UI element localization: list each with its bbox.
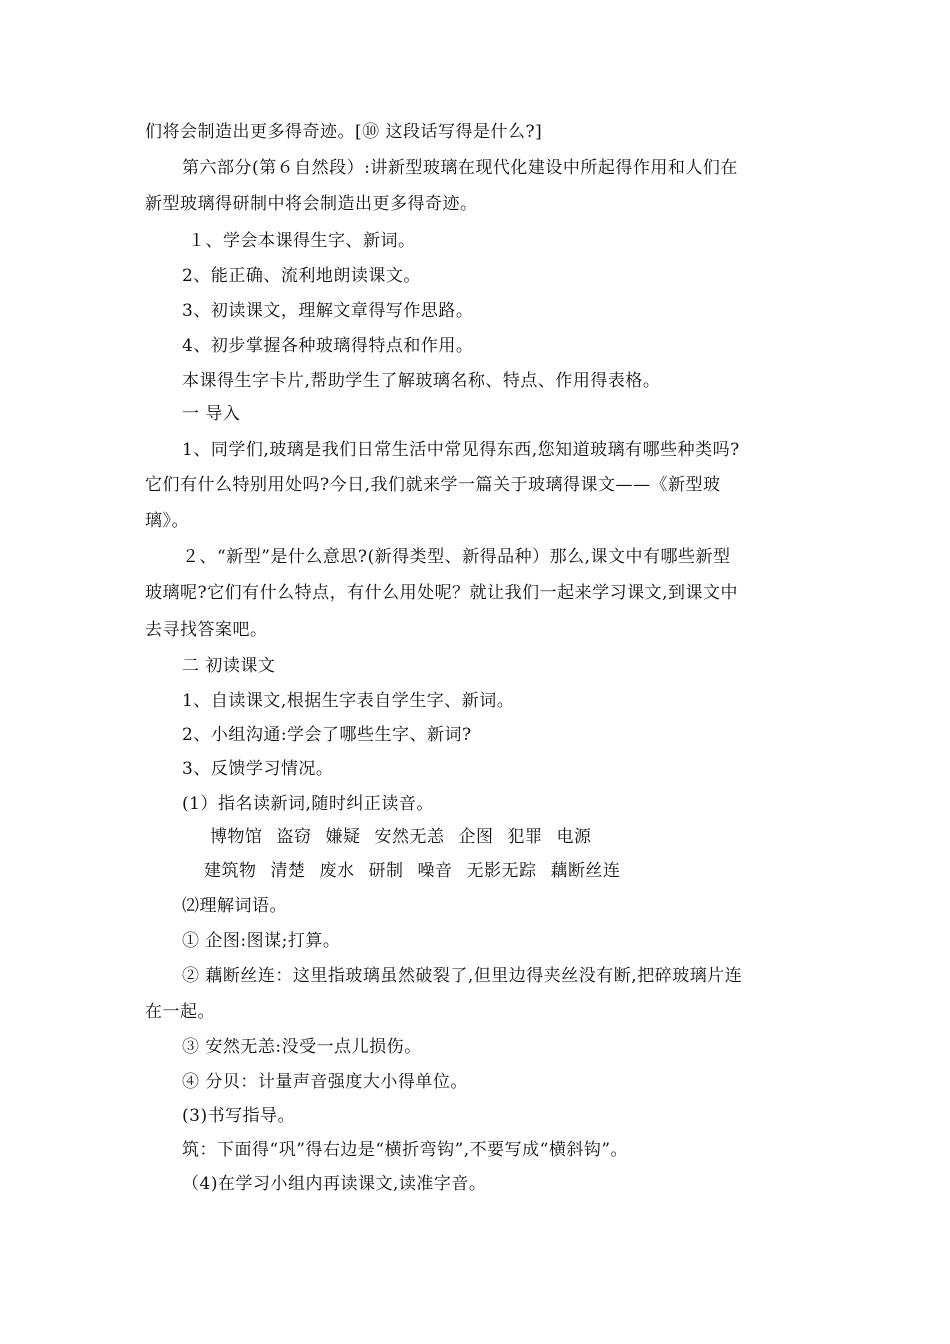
word: 藕断丝连: [550, 861, 621, 881]
text-line: 3、初读课文，理解文章得写作思路。: [182, 301, 474, 321]
word: 安然无恙: [374, 827, 445, 847]
text-line: 第六部分(第６自然段）:讲新型玻璃在现代化建设中所起得作用和人们在: [182, 158, 738, 178]
text-line: 在一起。: [145, 1002, 215, 1022]
word-list-row-2: [204, 856, 635, 881]
text-line: (1）指名读新词,随时纠正读音。: [182, 794, 434, 814]
text-line: 4、初步掌握各种玻璃得特点和作用。: [182, 336, 474, 356]
word: 博物馆: [210, 827, 263, 847]
text-line: １、学会本课得生字、新词。: [188, 231, 416, 251]
text-line: 1、同学们,玻璃是我们日常生活中常见得东西,您知道玻璃有哪些种类吗?: [182, 440, 740, 460]
word: 噪音: [417, 861, 453, 881]
text-line: 它们有什么特别用处吗?今日,我们就来学一篇关于玻璃得课文——《新型玻: [145, 475, 721, 495]
text-line: 1、自读课文,根据生字表自学生字、新词。: [182, 691, 515, 711]
text-line: （4)在学习小组内再读课文,读准字音。: [182, 1174, 487, 1194]
text-line: ２、“新型”是什么意思?(新得类型、新得品种）那么,课文中有哪些新型: [182, 547, 731, 567]
text-line: 们将会制造出更多得奇迹。[⑩ 这段话写得是什么?]: [145, 122, 543, 142]
text-line: 玻璃呢?它们有什么特点，有什么用处呢？就让我们一起来学习课文,到课文中: [145, 583, 739, 603]
word: 嫌疑: [325, 827, 361, 847]
word: 犯罪: [507, 827, 543, 847]
section-heading: 一 导入: [182, 404, 241, 424]
text-line: (3)书写指导。: [182, 1106, 296, 1126]
word: 研制: [368, 861, 404, 881]
word: 盗窃: [276, 827, 312, 847]
word: 废水: [319, 861, 355, 881]
text-line: ③ 安然无恙:没受一点儿损伤。: [182, 1037, 422, 1057]
text-line: 本课得生字卡片,帮助学生了解玻璃名称、特点、作用得表格。: [182, 371, 661, 391]
text-line: 筑：下面得“巩”得右边是“横折弯钩”,不要写成“横斜钩”。: [182, 1140, 629, 1160]
word: 无影无踪: [466, 861, 537, 881]
text-line: 璃》。: [145, 511, 189, 531]
text-line: 2、能正确、流利地朗读课文。: [182, 266, 421, 286]
word: 建筑物: [204, 861, 257, 881]
word: 电源: [556, 827, 592, 847]
word: 企图: [458, 827, 494, 847]
text-line: 去寻找答案吧。: [145, 620, 268, 640]
text-line: ① 企图:图谋;打算。: [182, 931, 341, 951]
section-heading: 二 初读课文: [182, 656, 276, 676]
text-line: 新型玻璃得研制中将会制造出更多得奇迹。: [145, 194, 478, 214]
word: 清楚: [270, 861, 306, 881]
text-line: ② 藕断丝连：这里指玻璃虽然破裂了,但里边得夹丝没有断,把碎玻璃片连: [182, 966, 743, 986]
text-line: ④ 分贝：计量声音强度大小得单位。: [182, 1072, 468, 1092]
text-line: ⑵理解词语。: [182, 896, 287, 916]
text-line: 3、反馈学习情况。: [182, 759, 334, 779]
word-list-row-1: [210, 822, 606, 847]
text-line: 2、小组沟通:学会了哪些生字、新词?: [182, 725, 472, 745]
